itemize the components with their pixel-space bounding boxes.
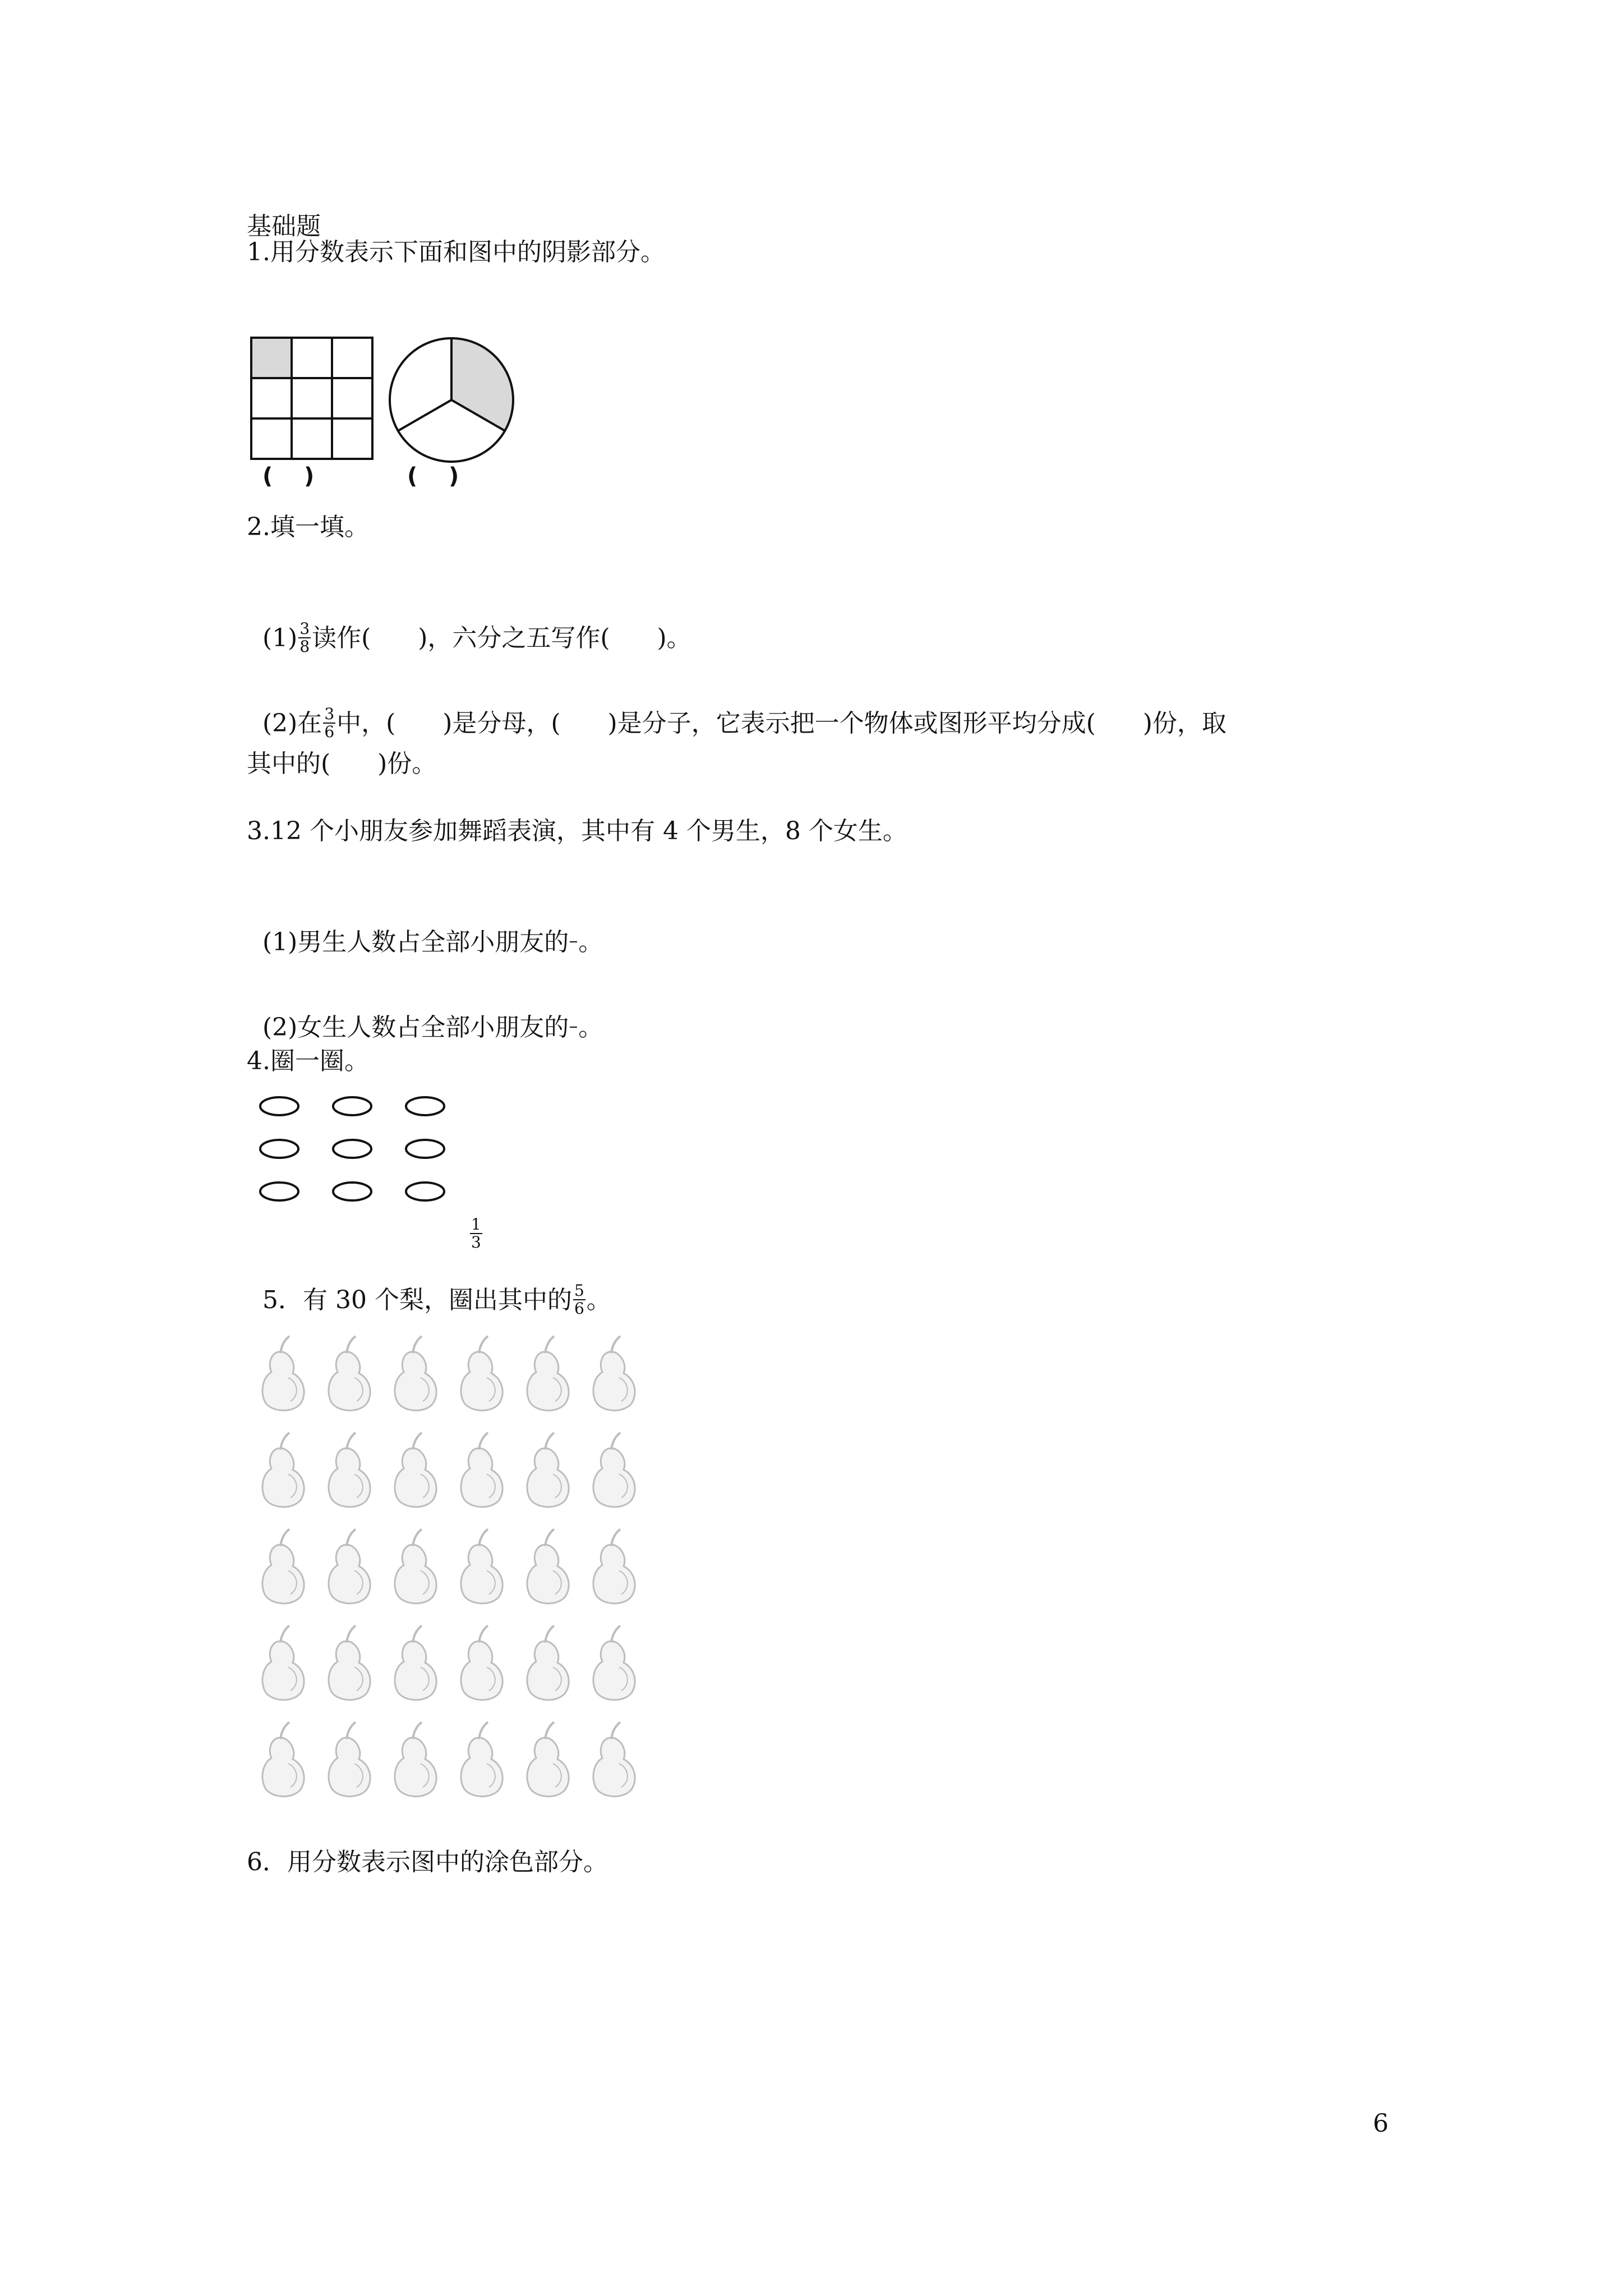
q2-p1-prefix: (1) xyxy=(262,624,298,652)
pear-icon xyxy=(262,1433,304,1507)
question-3-text: 3.12 个小朋友参加舞蹈表演，其中有 4 个男生，8 个女生。 xyxy=(247,817,907,845)
question-2-text: 2.填一填。 xyxy=(247,513,369,541)
oval xyxy=(333,1182,371,1200)
shaded-circle-figure xyxy=(387,335,516,464)
pear-icon xyxy=(527,1433,569,1507)
fraction-numerator: 1 xyxy=(471,1214,481,1234)
question-2-part-2 xyxy=(247,673,1227,743)
q3-p1-text: (1)男生人数占全部小朋友的 xyxy=(262,928,569,956)
pear-icon xyxy=(527,1722,569,1796)
pear-icon xyxy=(527,1336,569,1410)
fraction-denominator: 6 xyxy=(324,722,335,741)
pear-icon xyxy=(527,1626,569,1700)
fraction-one-third xyxy=(470,1216,482,1251)
grid-answer-blank: ( ) xyxy=(262,463,315,489)
pear-icon xyxy=(461,1529,502,1603)
question-3-part-1 xyxy=(247,892,603,961)
fraction-blank-numerator xyxy=(570,924,577,942)
oval xyxy=(406,1182,444,1200)
fraction-blank-denominator xyxy=(570,1028,577,1045)
pear-icon xyxy=(593,1529,635,1603)
pears-grid-figure xyxy=(253,1335,657,1801)
pear-icon xyxy=(395,1722,436,1796)
question-5-text xyxy=(247,1250,611,1319)
pear-icon xyxy=(329,1626,370,1700)
question-3-part-2 xyxy=(247,977,603,1047)
pear-icon xyxy=(262,1722,304,1796)
pear-icon xyxy=(329,1336,370,1410)
question-4-text: 4.圈一圈。 xyxy=(247,1047,369,1075)
q3-p1-end: 。 xyxy=(578,928,603,956)
question-2-part-2-line-2: 其中的( )份。 xyxy=(247,749,437,778)
pear-icon xyxy=(395,1626,436,1700)
section-title: 基础题 xyxy=(247,212,321,241)
q2-p2-suffix: 中，( )是分母，( )是分子，它表示把一个物体或图形平均分成( )份，取 xyxy=(336,709,1227,738)
pear-icon xyxy=(461,1433,502,1507)
q4-fraction-holder xyxy=(453,1184,483,1253)
pear-icon xyxy=(527,1529,569,1603)
pear-icon xyxy=(395,1336,436,1410)
q2-p1-suffix: 读作( )，六分之五写作( )。 xyxy=(312,624,691,652)
question-6-text: 6．用分数表示图中的涂色部分。 xyxy=(247,1848,608,1876)
question-2-part-1 xyxy=(247,588,691,657)
fraction-numerator: 3 xyxy=(324,704,335,723)
ovals-grid-figure xyxy=(257,1094,459,1212)
question-1-text: 1.用分数表示下面和图中的阴影部分。 xyxy=(247,238,665,266)
fraction-blank xyxy=(570,1010,577,1045)
pear-icon xyxy=(593,1433,635,1507)
q5-end: 。 xyxy=(586,1286,611,1314)
fraction-blank xyxy=(570,924,577,959)
pear-icon xyxy=(461,1722,502,1796)
fraction-numerator: 3 xyxy=(299,619,310,638)
q2-p2-prefix: (2)在 xyxy=(262,709,322,738)
oval xyxy=(406,1097,444,1115)
fraction-three-sixths xyxy=(323,706,335,740)
q3-p2-end: 。 xyxy=(578,1013,603,1042)
pear-icon xyxy=(593,1336,635,1410)
pear-icon xyxy=(593,1626,635,1700)
pear-icon xyxy=(395,1529,436,1603)
pear-icon xyxy=(262,1529,304,1603)
pear-icon xyxy=(593,1722,635,1796)
oval xyxy=(333,1097,371,1115)
fraction-denominator: 8 xyxy=(299,637,310,656)
fraction-five-sixths xyxy=(573,1282,585,1317)
pear-icon xyxy=(461,1626,502,1700)
fraction-blank-denominator xyxy=(570,942,577,959)
oval xyxy=(333,1140,371,1158)
fraction-numerator: 5 xyxy=(574,1281,584,1300)
pear-icon xyxy=(329,1529,370,1603)
pear-icon xyxy=(329,1722,370,1796)
oval xyxy=(260,1097,298,1115)
oval xyxy=(260,1182,298,1200)
page-number: 6 xyxy=(1373,2109,1389,2138)
fraction-three-eighths xyxy=(298,620,311,655)
q5-text: 5．有 30 个梨，圈出其中的 xyxy=(262,1286,572,1314)
pear-icon xyxy=(329,1433,370,1507)
shaded-grid-figure xyxy=(251,338,372,459)
pear-icon xyxy=(262,1626,304,1700)
oval xyxy=(260,1140,298,1158)
pear-icon xyxy=(461,1336,502,1410)
fraction-denominator: 3 xyxy=(471,1232,481,1251)
fraction-denominator: 6 xyxy=(574,1299,584,1318)
fraction-blank-numerator xyxy=(570,1010,577,1028)
q3-p2-text: (2)女生人数占全部小朋友的 xyxy=(262,1013,569,1042)
grid-shaded-cell xyxy=(251,338,292,378)
circle-answer-blank: ( ) xyxy=(407,463,459,489)
pear-icon xyxy=(262,1336,304,1410)
pear-icon xyxy=(395,1433,436,1507)
oval xyxy=(406,1140,444,1158)
